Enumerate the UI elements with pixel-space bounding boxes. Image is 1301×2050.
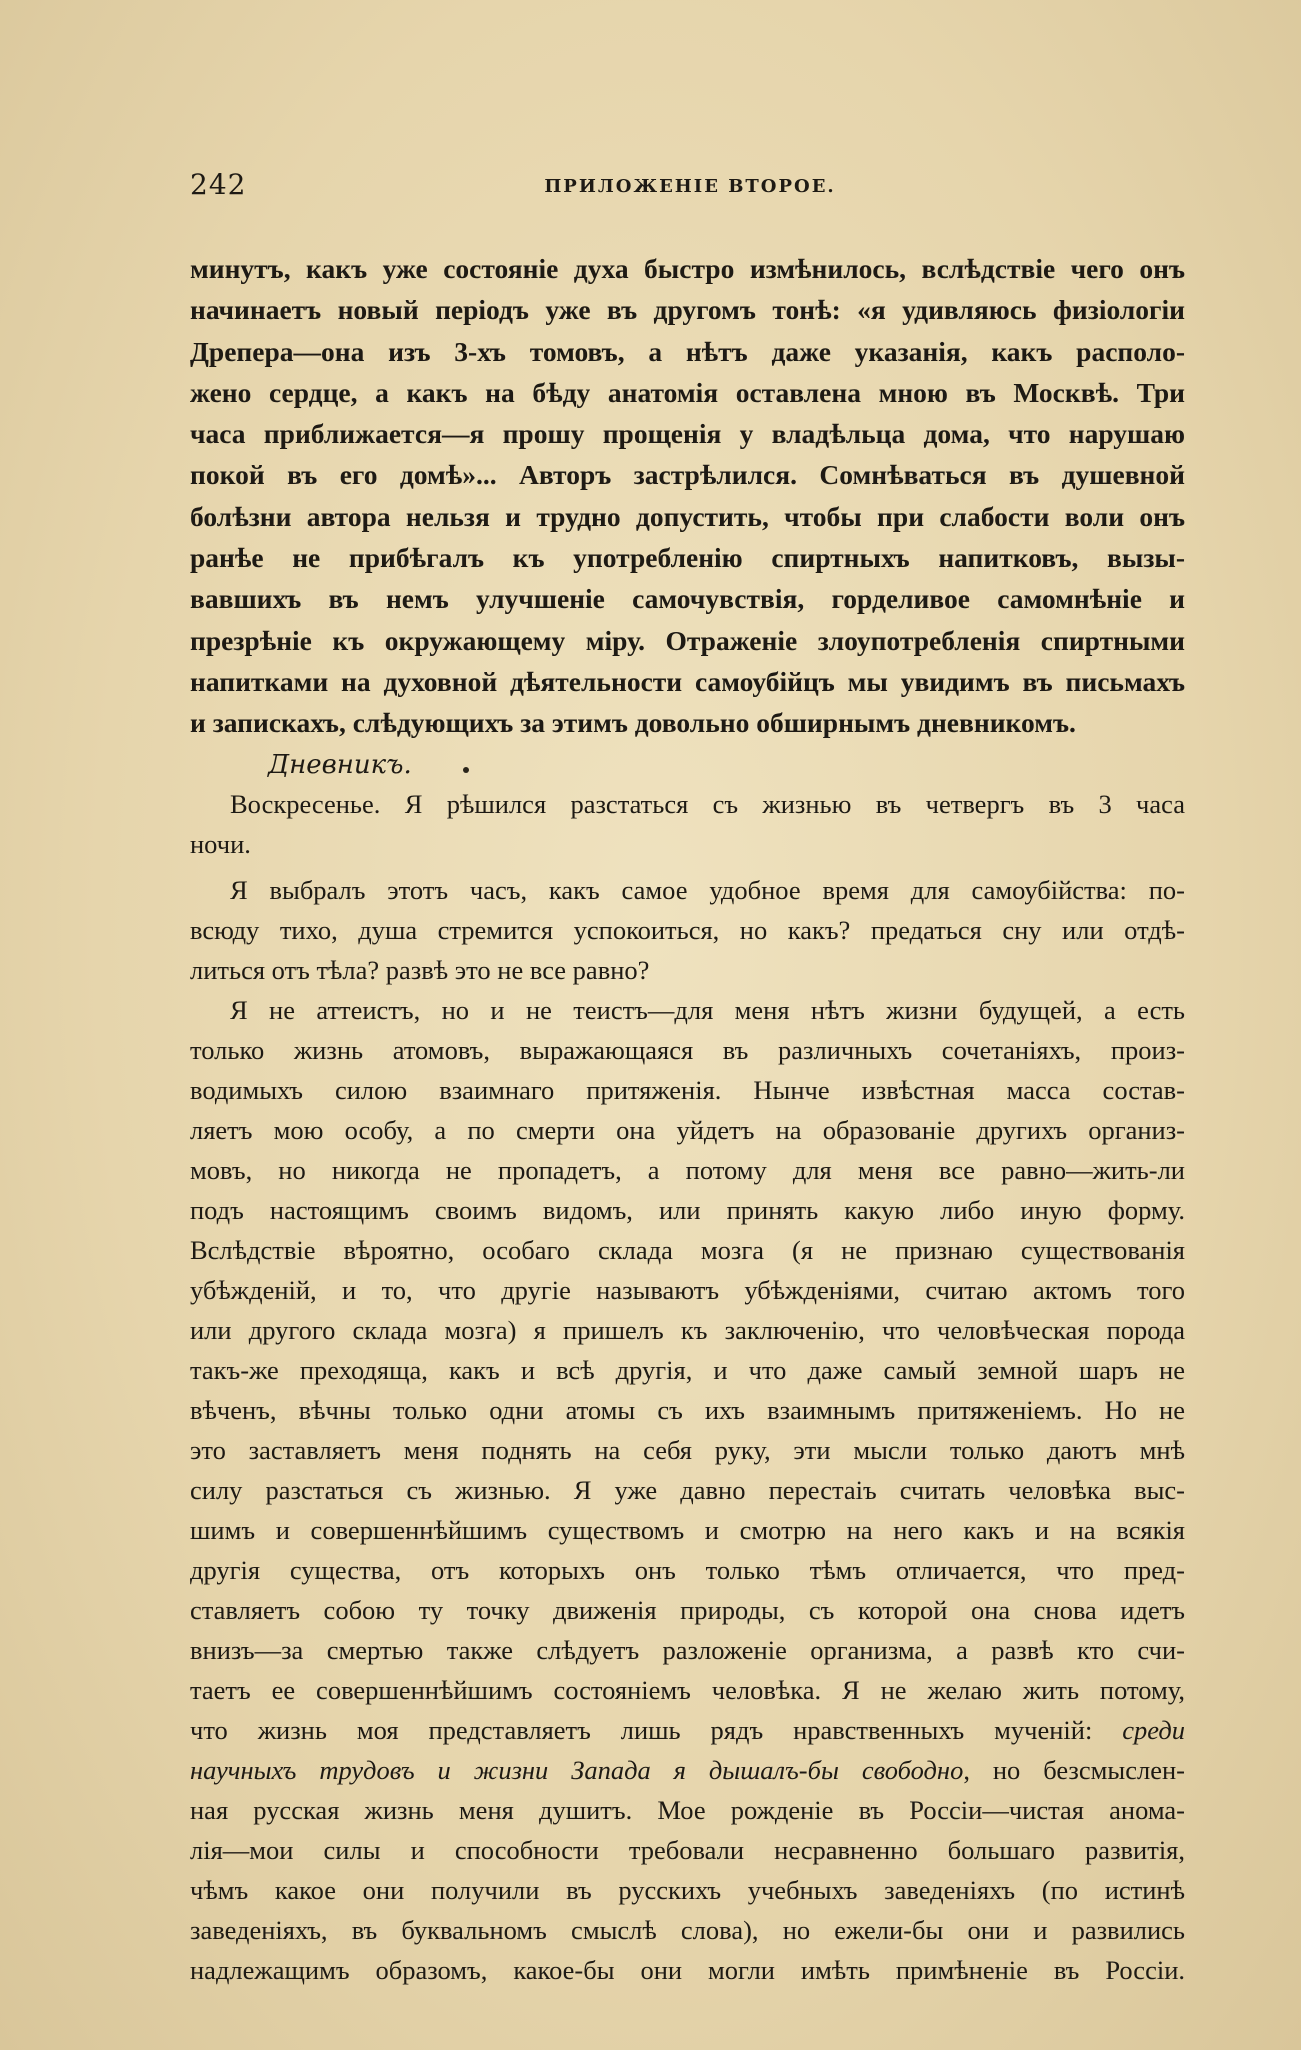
text-line: шимъ и совершеннѣйшимъ существомъ и смотрю на него какъ и на всякія xyxy=(190,1514,1185,1545)
text-run: что жизнь моя представляетъ лишь рядъ нравственныхъ мученій: xyxy=(190,1714,1123,1745)
text-line: вѣченъ, вѣчны только одни атомы съ ихъ взаимнымъ притяженіемъ. Но не xyxy=(190,1394,1185,1425)
text-line: болѣзни автора нельзя и трудно допустить, чтобы при слабости воли онъ xyxy=(190,500,1185,532)
text-line: вавшихъ въ немъ улучшеніе самочувствія, горделивое самомнѣніе и xyxy=(190,583,1185,615)
text-line: Воскресенье. Я рѣшился разстаться съ жизнью въ четвергъ въ 3 часа xyxy=(230,788,1185,819)
text-line: Дрепера—она изъ 3-хъ томовъ, а нѣтъ даже указанія, какъ располо- xyxy=(190,335,1185,367)
text-line: силу разстаться съ жизнью. Я уже давно перестаіъ считать человѣка выс- xyxy=(190,1474,1185,1505)
text-line: ляетъ мою особу, а по смерти она уйдетъ на образованіе другихъ организ- xyxy=(190,1114,1185,1145)
text-line: часа приближается—я прошу прощенія у владѣльца дома, что нарушаю xyxy=(190,418,1185,450)
text-line: ночи. xyxy=(190,828,251,859)
text-line: чѣмъ какое они получили въ русскихъ учебныхъ заведеніяхъ (по истинѣ xyxy=(190,1874,1185,1905)
text-line: минутъ, какъ уже состояніе духа быстро измѣнилось, вслѣдствіе чего онъ xyxy=(190,253,1185,284)
text-line: Я не аттеистъ, но и не теистъ—для меня нѣтъ жизни будущей, а есть xyxy=(230,994,1185,1025)
text-line: начинаетъ новый періодъ уже въ другомъ тонѣ: «я удивляюсь физіологіи xyxy=(190,294,1185,326)
text-line: убѣжденій, и то, что другіе называютъ убѣжденіями, считаю актомъ того xyxy=(190,1274,1185,1305)
text-line: ставляетъ собою ту точку движенія природы, съ которой она снова идетъ xyxy=(190,1594,1185,1625)
text-run: , но безсмыслен- xyxy=(963,1754,1185,1785)
running-title: ПРИЛОЖЕНІЕ ВТОРОЕ. xyxy=(544,176,836,197)
text-line: ная русская жизнь меня душитъ. Мое рожденіе въ Россіи—чистая анома- xyxy=(190,1794,1185,1825)
text-line: это заставляетъ меня поднять на себя руку, эти мысли только даютъ мнѣ xyxy=(190,1434,1185,1465)
text-line: или другого склада мозга) я пришелъ къ заключенію, что человѣческая порода xyxy=(190,1314,1185,1345)
text-line: только жизнь атомовъ, выражающаяся въ различныхъ сочетаніяхъ, произ- xyxy=(190,1034,1185,1065)
text-line xyxy=(190,1710,1185,1750)
intro-paragraph xyxy=(190,248,1185,744)
diary-heading: Дневникъ. xyxy=(268,749,412,780)
text-line: Вслѣдствіе вѣроятно, особаго склада мозга (я не признаю существованія xyxy=(190,1234,1185,1265)
diary-paragraph-2 xyxy=(190,870,1185,990)
italic-run: среди xyxy=(1122,1714,1185,1745)
diary-paragraph-3 xyxy=(190,990,1185,1990)
italic-run: научныхъ трудовъ и жизни Запада я дышалъ-бы свободно xyxy=(190,1754,964,1785)
text-line: презрѣніе къ окружающему міру. Отраженіе злоупотребленія спиртными xyxy=(190,624,1185,656)
text-line: мовъ, но никогда не пропадетъ, а потому для меня все равно—жить-ли xyxy=(190,1154,1185,1185)
text-line: и запискахъ, слѣдующихъ за этимъ довольно обширнымъ дневникомъ. xyxy=(190,707,1076,739)
text-line: литься отъ тѣла? развѣ это не все равно? xyxy=(190,954,650,985)
text-line: водимыхъ силою взаимнаго притяженія. Нынче извѣстная масса состав- xyxy=(190,1074,1185,1105)
text-line: другія существа, отъ которыхъ онъ только тѣмъ отличается, что пред- xyxy=(190,1554,1185,1585)
text-line: ранѣе не прибѣгалъ къ употребленію спиртныхъ напитковъ, вызы- xyxy=(190,542,1185,574)
text-line: такъ-же преходяща, какъ и всѣ другія, и что даже самый земной шаръ не xyxy=(190,1354,1185,1385)
text-line: надлежащимъ образомъ, какое-бы они могли имѣть примѣненіе въ Россіи. xyxy=(190,1954,1185,1985)
text-line: таетъ ее совершеннѣйшимъ состояніемъ человѣка. Я не желаю жить потому, xyxy=(190,1674,1185,1705)
text-line xyxy=(190,1750,1185,1790)
text-line: внизъ—за смертью также слѣдуетъ разложеніе организма, а развѣ кто счи- xyxy=(190,1634,1185,1665)
diary-paragraph-1 xyxy=(190,784,1185,864)
text-line: жено сердце, а какъ на бѣду анатомія оставлена мною въ Москвѣ. Три xyxy=(190,376,1185,408)
text-line: лія—мои силы и способности требовали несравненно большаго развитія, xyxy=(190,1834,1185,1865)
text-line: подъ настоящимъ своимъ видомъ, или принять какую либо иную форму. xyxy=(190,1194,1185,1225)
text-line: Я выбралъ этотъ часъ, какъ самое удобное время для самоубійства: по- xyxy=(230,874,1185,905)
text-line: напитками на духовной дѣятельности самоубійцъ мы увидимъ въ письмахъ xyxy=(190,665,1185,697)
page-body xyxy=(190,248,1185,1990)
text-line: покой въ его домѣ»... Авторъ застрѣлился. Сомнѣваться въ душевной xyxy=(190,459,1185,491)
text-line: всюду тихо, душа стремится успокоиться, но какъ? предаться сну или отдѣ- xyxy=(190,914,1185,945)
text-line: заведеніяхъ, въ буквальномъ смыслѣ слова), но ежели-бы они и развились xyxy=(190,1914,1185,1945)
page-number: 242 xyxy=(190,168,247,201)
page-header xyxy=(190,168,1190,208)
